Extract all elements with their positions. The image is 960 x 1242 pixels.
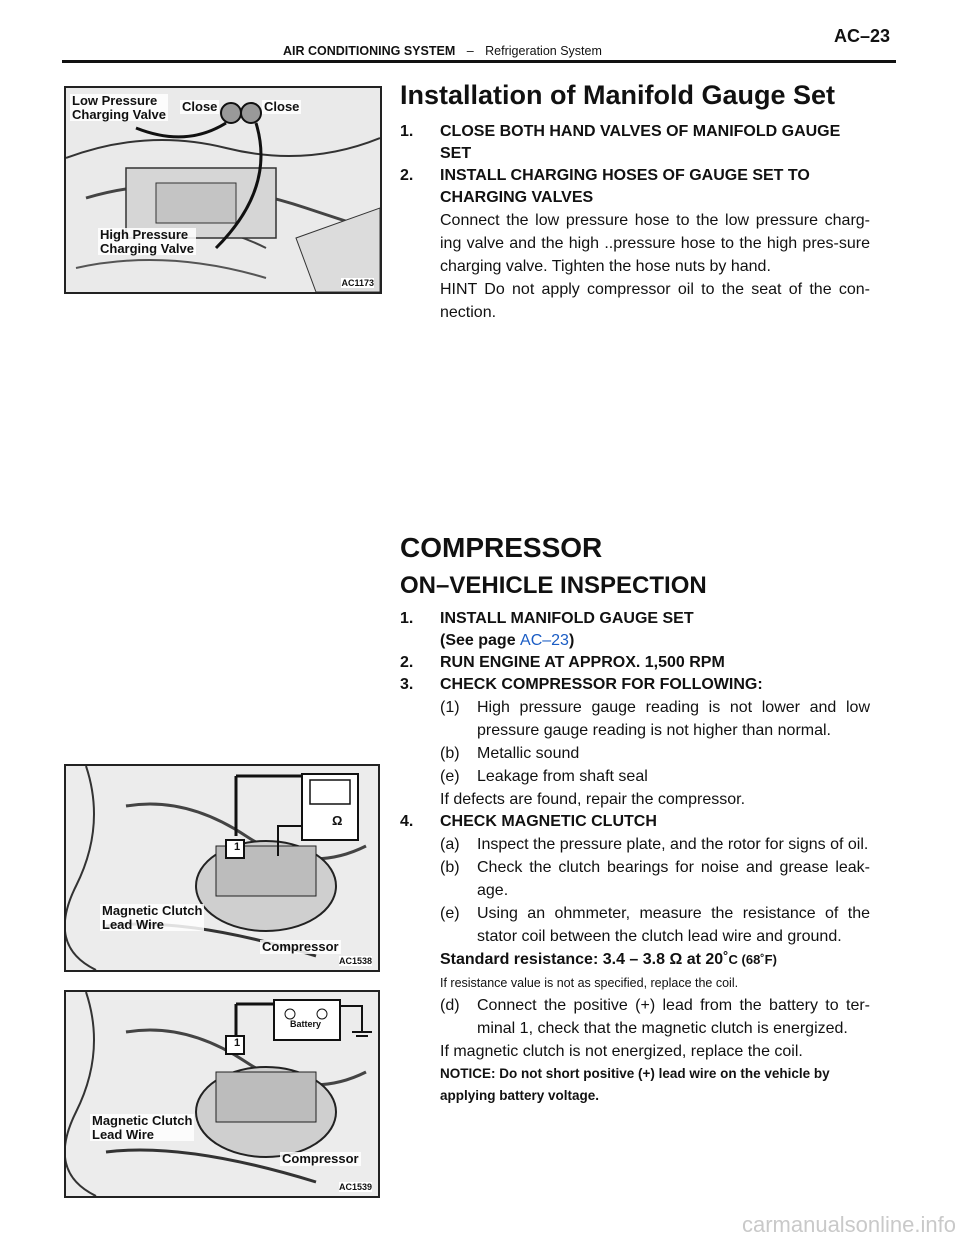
section-title: COMPRESSOR [400,532,603,563]
see-page-prefix: (See page [440,632,521,649]
step-text: INSTALL MANIFOLD GAUGE SET [440,610,694,627]
section-title: Installation of Manifold Gauge Set [400,80,836,110]
label-magnetic-clutch: Magnetic Clutch Lead Wire [102,903,203,932]
label-high-pressure-valve: High Pressure Charging Valve [100,227,194,256]
sub-step-text: Check the clutch bearings for noise and grease leak-age. [477,859,870,899]
label-magnetic-clutch: Magnetic Clutch Lead Wire [92,1113,193,1142]
step-item [400,674,870,696]
sub-step [400,994,870,1040]
resistance-note: If resistance value is not as specified, replace the coil. [440,976,739,990]
step-text: CHECK MAGNETIC CLUTCH [440,813,657,830]
battery-label: Battery [290,1019,322,1029]
step-item [400,811,870,833]
step-item [400,121,870,165]
terminal-number: 1 [234,841,241,853]
standard-resistance [400,948,870,972]
see-page-suffix: ) [568,632,575,649]
label-compressor: Compressor [282,1151,359,1166]
figure-battery-check [64,990,380,1198]
step-number: 1. [400,123,414,140]
header-section-subtitle: Refrigeration System [485,44,602,58]
figure-code: AC1538 [338,956,372,966]
sub-step [400,902,870,948]
compressor-section [400,532,870,1107]
header-separator: – [466,44,474,58]
section-subtitle: ON–VEHICLE INSPECTION [400,572,707,599]
page-number: AC–23 [834,26,891,46]
label-close-left: Close [182,99,218,114]
terminal-number: 1 [234,1037,241,1049]
sub-step-number: (e) [440,905,460,922]
sub-step-number: (d) [440,997,460,1014]
step-number: 1. [400,610,414,627]
label-compressor: Compressor [262,939,339,954]
sub-step-text: Leakage from shaft seal [477,768,648,785]
figure-code: AC1173 [341,278,374,288]
sub-step [400,833,870,856]
clutch-note: If magnetic clutch is not energized, replace the coil. [440,1043,803,1060]
figure-manifold-gauge [64,86,382,294]
step-number: 3. [400,676,414,693]
step-item [400,165,870,209]
sub-step-text: High pressure gauge reading is not lower and low pressure gauge reading is not higher than normal. [477,699,870,739]
notice-text: NOTICE: Do not short positive (+) lead wire on the vehicle by applying battery voltage. [440,1066,830,1103]
figure-code: AC1539 [338,1182,372,1192]
step-text: CHECK COMPRESSOR FOR FOLLOWING: [440,676,763,693]
sub-step-number: (a) [440,836,460,853]
sub-step-text: Inspect the pressure plate, and the rotor for signs of oil. [477,836,869,853]
sub-step-number: (b) [440,745,460,762]
sub-step-number: (1) [440,699,460,716]
see-page-reference [400,630,870,652]
procedure-text: Connect the low pressure hose to the low pressure charg-ing valve and the high ..pressure hose to the high pres-sure charging valve. Tighten the hose nuts by hand. [440,212,870,275]
sub-step [400,696,870,742]
sub-step-number: (e) [440,768,460,785]
figure-ohmmeter-check [64,764,380,972]
label-low-pressure-valve: Low Pressure Charging Valve [72,93,166,122]
repair-note: If defects are found, repair the compressor. [440,791,746,808]
sub-step [400,742,870,765]
sub-step-text: Connect the positive (+) lead from the battery to ter-minal 1, check that the magnetic clutch is energized. [477,997,870,1037]
step-number: 2. [400,654,414,671]
sub-step [400,856,870,902]
step-item [400,652,870,674]
sub-step [400,765,870,788]
header-divider [62,60,896,63]
sub-step-text: Using an ohmmeter, measure the resistance of the stator coil between the clutch lead wire and ground. [477,905,870,945]
step-number: 2. [400,167,414,184]
running-header [283,44,602,58]
step-item [400,608,870,630]
sub-step-text: Metallic sound [477,745,580,762]
watermark: carmanualsonline.info [741,1212,956,1237]
sub-step-number: (b) [440,859,460,876]
ohm-symbol: Ω [332,813,343,828]
step-text: INSTALL CHARGING HOSES OF GAUGE SET TO CHARGING VALVES [440,167,810,206]
hint-text: HINT Do not apply compressor oil to the seat of the con-nection. [440,281,870,321]
step-number: 4. [400,813,414,830]
step-text: CLOSE BOTH HAND VALVES OF MANIFOLD GAUGE SET [440,123,841,162]
standard-resistance-main: Standard resistance: 3.4 – 3.8 Ω at 20˚ [440,951,729,968]
label-close-right: Close [264,99,300,114]
header-section-title: AIR CONDITIONING SYSTEM [283,44,456,58]
standard-resistance-temp: C (68˚F) [728,952,777,967]
page-link[interactable]: AC–23 [520,632,569,649]
manifold-section [400,80,870,324]
step-text: RUN ENGINE AT APPROX. 1,500 RPM [440,654,725,671]
